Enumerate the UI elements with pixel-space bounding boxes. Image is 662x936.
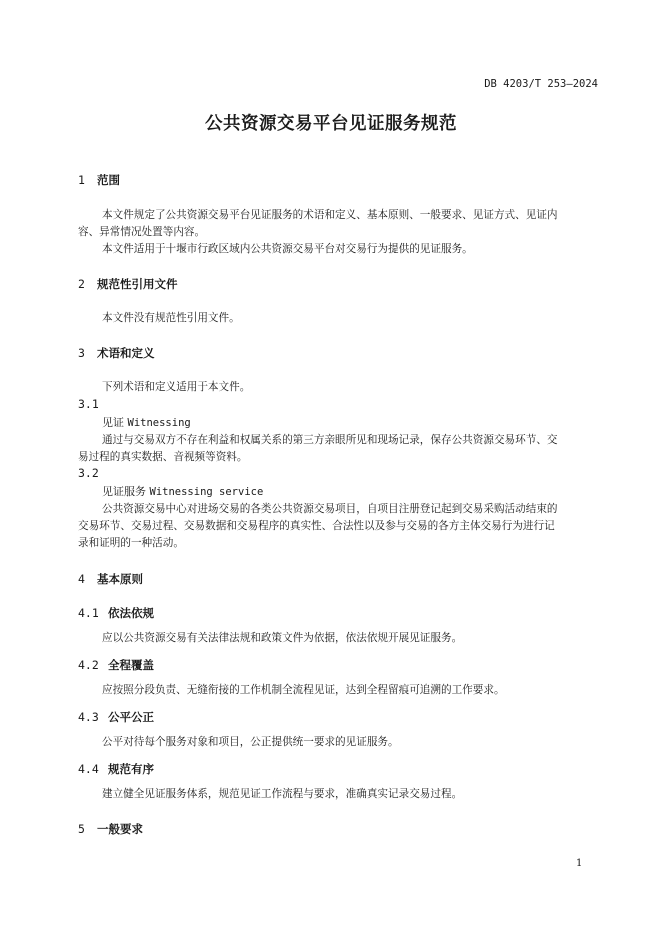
subsection-number: 4.2	[78, 658, 99, 672]
paragraph: 本文件适用于十堰市行政区域内公共资源交易平台对交易行为提供的见证服务。	[102, 243, 473, 255]
paragraph: 本文件没有规范性引用文件。	[102, 312, 240, 324]
term-number: 3.2	[78, 466, 99, 480]
subsection-number: 4.4	[78, 762, 99, 776]
paragraph: 建立健全见证服务体系，规范见证工作流程与要求，准确真实记录交易过程。	[102, 788, 463, 800]
subsection-4-4-heading	[78, 761, 154, 777]
section-title: 基本原则	[97, 572, 143, 586]
subsection-number: 4.1	[78, 606, 99, 620]
section-2-heading	[78, 276, 178, 292]
section-1-heading	[78, 172, 120, 188]
subsection-title: 公平公正	[108, 710, 154, 724]
section-number: 1	[78, 173, 85, 187]
paragraph: 应按照分段负责、无缝衔接的工作机制全流程见证，达到全程留痕可追溯的工作要求。	[102, 684, 505, 696]
section-title: 一般要求	[97, 822, 143, 836]
term-definition-continuation: 录和证明的一种活动。	[78, 537, 184, 549]
section-5-heading	[78, 821, 143, 837]
section-number: 2	[78, 277, 85, 291]
subsection-4-3-heading	[78, 709, 154, 725]
term-definition: 公共资源交易中心对进场交易的各类公共资源交易项目，自项目注册登记起到交易采购活动结束的	[102, 503, 558, 515]
page-title: 公共资源交易平台见证服务规范	[205, 114, 457, 134]
section-title: 规范性引用文件	[97, 277, 178, 291]
paragraph-continuation: 容、异常情况处置等内容。	[78, 226, 206, 238]
section-4-heading	[78, 571, 143, 587]
subsection-number: 4.3	[78, 710, 99, 724]
subsection-4-1-heading	[78, 605, 154, 621]
term-definition-continuation: 交易环节、交易过程、交易数据和交易程序的真实性、合法性以及参与交易的各方主体交易行为进行记	[78, 520, 555, 532]
term-heading	[102, 414, 191, 430]
term-english: Witnessing service	[149, 486, 264, 498]
paragraph: 应以公共资源交易有关法律法规和政策文件为依据，依法依规开展见证服务。	[102, 632, 463, 644]
page-number: 1	[576, 858, 583, 869]
section-3-heading	[78, 345, 155, 361]
term-heading	[102, 483, 263, 499]
term-chinese: 见证	[102, 416, 124, 429]
document-code: DB 4203/T 253—2024	[484, 78, 598, 90]
section-number: 4	[78, 572, 85, 586]
subsection-title: 全程覆盖	[108, 658, 154, 672]
section-title: 范围	[97, 173, 120, 187]
subsection-4-2-heading	[78, 657, 154, 673]
term-definition: 通过与交易双方不存在利益和权属关系的第三方亲眼所见和现场记录，保存公共资源交易环节、交	[102, 434, 558, 446]
section-title: 术语和定义	[97, 346, 155, 360]
term-definition-continuation: 易过程的真实数据、音视频等资料。	[78, 451, 248, 463]
subsection-title: 规范有序	[108, 762, 154, 776]
section-number: 3	[78, 346, 85, 360]
subsection-title: 依法依规	[108, 606, 154, 620]
term-number: 3.1	[78, 397, 99, 411]
term-chinese: 见证服务	[102, 485, 146, 498]
paragraph: 公平对待每个服务对象和项目，公正提供统一要求的见证服务。	[102, 736, 399, 748]
paragraph: 本文件规定了公共资源交易平台见证服务的术语和定义、基本原则、一般要求、见证方式、见证内	[102, 209, 558, 221]
section-number: 5	[78, 822, 85, 836]
paragraph: 下列术语和定义适用于本文件。	[102, 381, 251, 393]
term-english: Witnessing	[127, 417, 191, 429]
